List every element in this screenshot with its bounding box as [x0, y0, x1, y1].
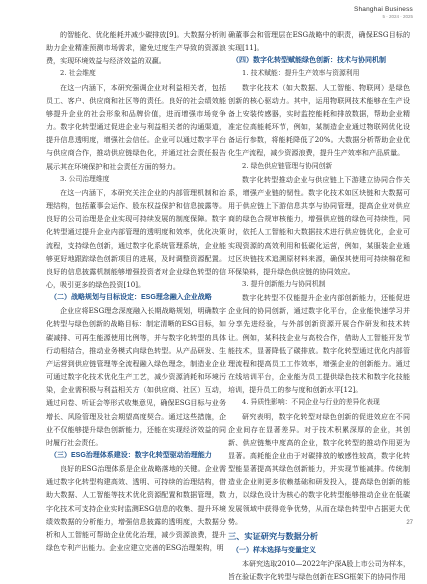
paragraph: 良好的ESG治理体系是企业战略落地的关键。企业需通过数字化转型构建高效、透明、可持续的治理结构，借助大数据、人工智能等技术优化资源配置和数据管理，数字化技术可支持企业实时监测ESG信息的收集、提升环境绩效数据的分析能力，增强信息披露的透明度，大数据分析和人工智能可帮助企业优化治理，减少资源浪费，提升绿色专利产出能力。企业应建立完善的ESG治理架构，明 — [46, 464, 226, 553]
magazine-title: Shanghai Business — [353, 6, 413, 13]
paragraph: 本研究选取2010—2022年沪深A股上市公司为样本，旨在验证数字化转型与绿色创新在ESG框架下的协同作用 — [228, 559, 410, 582]
subsection-heading: 3. 公司治理维度 — [60, 174, 110, 183]
paragraph: 确董事会和管理层在ESG战略中的职责，确保ESG目标的实现[11]。 — [228, 30, 410, 53]
section-heading: （四）数字化转型赋能绿色创新：技术与协同机制 — [232, 57, 386, 65]
subsection-heading: 3. 提升创新能力与协同机制 — [242, 279, 326, 288]
page-header — [354, 6, 413, 19]
subsection-heading: 1. 技术赋能：提升生产效率与资源利用 — [242, 69, 360, 78]
paragraph: 数字化技术（如大数据、人工智能、物联网）是绿色创新的核心驱动力。其中，运用物联网技术能够在生产设备上安装传感器，实时监控能耗和排放数据，帮助企业精准定位高能耗环节，例如，某制造企业通过物联网优化设备运行参数，将能耗降低了20%。大数据分析帮助企业优化生产流程，减少资源浪费，提升生产效率和产品质量。 — [228, 82, 410, 158]
page-number: 27 — [406, 520, 413, 526]
paragraph: 数字化转型不仅能提升企业内部创新能力，还能促进企业间的协同创新，通过数字化平台，企业能快速学习并分享先进经验，与外部创新资源开展合作研发和技术转让。例如，某科技企业与高校合作，借助人工智能开发节能技术，显著降低了碳排放。数字化转型通过优化内部管理流程和提高员工工作效率，增强企业的创新能力。通过在线培训平台，企业能为员工提供绿色技术和数字化技能培训，提升员工的参与度和创新水平[12]。 — [228, 293, 410, 395]
subsection-heading: 2. 社会维度 — [60, 69, 96, 78]
subsection-heading: 4. 异质性影响：不同企业与行业的差异化表现 — [242, 398, 380, 407]
section-heading: （二）战略规划与目标设定：ESG理念融入企业战略 — [50, 294, 212, 302]
paragraph: 企业应将ESG理念深度融入长期战略规划，明确数字化转型与绿色创新的战略目标：制定清晰的ESG目标，如碳减排、可再生能源使用比例等，并与数字化转型的具体行动相结合，推动业务模式向绿色转型。从产品研发、生产运营到供应链管理等全流程融入绿色理念，制造业企业可通过数字化技术优化生产工艺，减少资源消耗和环境污染，企业需积极与利益相关方（如供应商、社区）互动，通过问卷、听证会等形式收集意见，确保ESG目标与业务增长、风险管理及社会期望高度契合。通过这些措施，企业不仅能够提升绿色创新能力，还能在实现经济效益的同时履行社会责任。 — [46, 306, 226, 447]
paragraph: 在这一内涵下，本研究关注企业的内部管理机制和治理结构，包括董事会运作、股东权益保护和信息披露等。良好的公司治理是企业实现可持续发展的制度保障。数字化转型通过提升企业内部管理的透明度和效率，优化决策流程，支持绿色创新，通过数字化系统管理系统，企业能够更好地跟踪绿色创新项目的进展，及时调整资源配置。良好的信息披露机制能够增强投资者对企业绿色转型的信心，吸引更多的绿色投资[10]。 — [46, 187, 226, 289]
paragraph: 的智能化、优化能耗并减少碳排放[9]。大数据分析则助力企业精准预测市场需求，避免过度生产导致的资源浪费，实现环境效益与经济效益的双赢。 — [46, 30, 226, 66]
section-heading: （三）ESG治理体系建设：数字化转型驱动治理能力 — [50, 452, 212, 459]
chapter-heading: 三、实证研究与数据分析 — [228, 531, 319, 541]
section-heading: （一）样本选择与变量定义 — [232, 547, 316, 555]
issue-label: 5 · 2024 · 2025 — [382, 14, 413, 19]
subsection-heading: 2. 绿色供应链管理与协同创新 — [242, 161, 333, 170]
right-column — [228, 28, 410, 584]
paragraph: 在这一内涵下，本研究强调企业对利益相关者，包括员工、客户、供应商和社区等的责任。良好的社会绩效能够提升企业的社会形象和品牌价值，进而增强市场竞争力。数字化转型通过促进企业与利益相关者的沟通渠道，提升信息透明度，增强社会信任。企业可以通过数字平台与供应商合作，推动供应链绿色化，并通过社会责任报告展示其在环境保护和社会责任方面的努力。 — [46, 82, 226, 171]
paragraph: 研究表明，数字化转型对绿色创新的促进效应在不同企业间存在显著差异。对于技术积累深厚的企业，其创新、供应链集中度高的企业，数字化转型的推动作用更为显著。高耗能企业由于对碳排放的敏感性较高，数字化转型能显著提高其绿色创新能力，并实现节能减排。传统制造业企业则更多依赖基础和研发投入，提高绿色创新的能力，以绿色设计为核心的数字化转型能够推动企业在低碳发展领域中获得竞争优势，从而在绿色转型中占据更大优势。 — [228, 411, 410, 526]
left-column — [46, 28, 226, 554]
paragraph: 数字化转型推动企业与供应链上下游建立协同合作关系，增强产业链的韧性。数字化技术如区块链和大数据可用于供应链上下游信息共享与协同管理，提高企业对供应商的绿色合规审核能力，增强供应链的绿色可持续性，同时，依托人工智能和大数据技术进行供应链优化，企业可实现资源的高效利用和低碳化运营，例如，某服装企业通过区块链技术追溯原材料来源，确保其使用可持续棉花和环保染料，提升绿色供应链的协同效应。 — [228, 174, 410, 276]
